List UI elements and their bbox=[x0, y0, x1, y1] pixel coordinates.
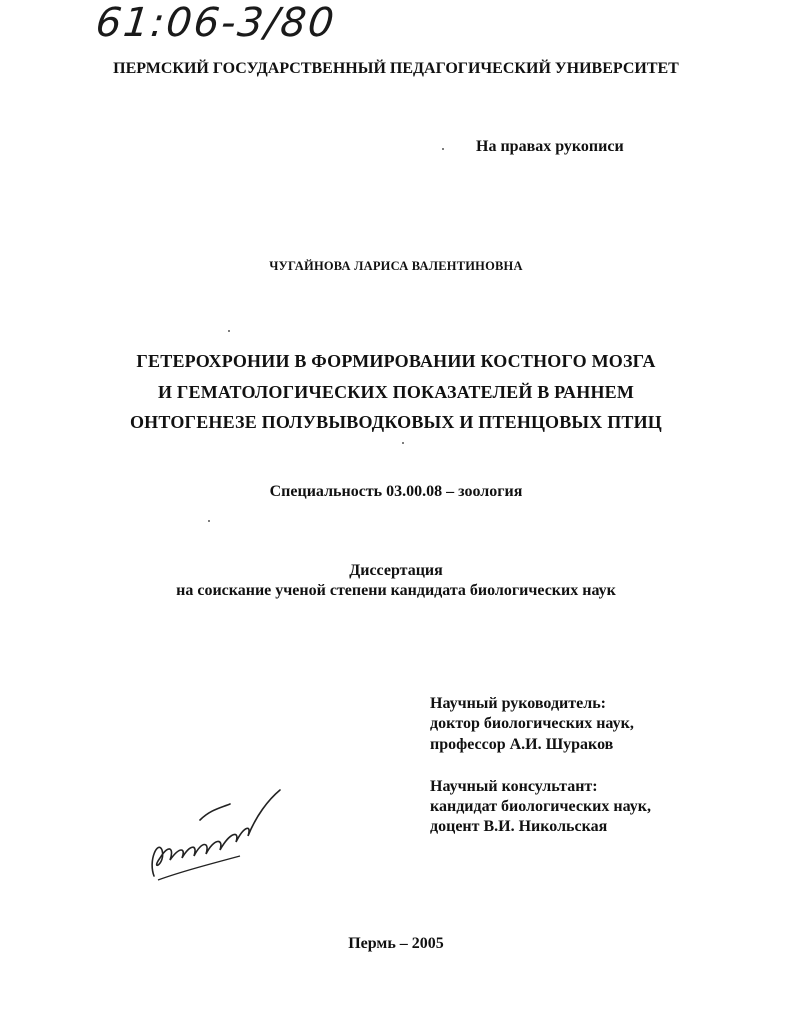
supervisor-role: Научный руководитель: bbox=[430, 695, 606, 712]
author-name: ЧУГАЙНОВА ЛАРИСА ВАЛЕНТИНОВНА bbox=[269, 259, 523, 273]
title-line-1: ГЕТЕРОХРОНИИ В ФОРМИРОВАНИИ КОСТНОГО МОЗГА bbox=[136, 351, 656, 371]
archive-number-handwritten: 61:06-3/80 bbox=[93, 0, 338, 46]
consultant-degree: кандидат биологических наук, bbox=[430, 798, 651, 815]
city-year: Пермь – 2005 bbox=[348, 935, 444, 952]
university-name: ПЕРМСКИЙ ГОСУДАРСТВЕННЫЙ ПЕДАГОГИЧЕСКИЙ УНИВЕРСИТЕТ bbox=[113, 60, 679, 77]
consultant-name: доцент В.И. Никольская bbox=[430, 818, 608, 835]
title-line-3: ОНТОГЕНЕЗЕ ПОЛУВЫВОДКОВЫХ И ПТЕНЦОВЫХ ПТИЦ bbox=[129, 412, 663, 432]
scan-speck bbox=[208, 520, 210, 522]
handwritten-signature bbox=[140, 780, 300, 890]
manuscript-rights-note: На правах рукописи bbox=[476, 138, 624, 155]
scan-speck bbox=[228, 330, 230, 332]
supervisor-name: профессор А.И. Шураков bbox=[430, 736, 614, 753]
scan-speck bbox=[442, 148, 444, 150]
dissertation-purpose: на соискание ученой степени кандидата биологических наук bbox=[176, 582, 616, 599]
supervisor-degree: доктор биологических наук, bbox=[430, 715, 634, 732]
scan-speck bbox=[402, 442, 404, 444]
title-line-2: И ГЕМАТОЛОГИЧЕСКИХ ПОКАЗАТЕЛЕЙ В РАННЕМ bbox=[157, 382, 635, 402]
specialty: Специальность 03.00.08 – зоология bbox=[269, 483, 523, 500]
dissertation-heading: Диссертация bbox=[349, 562, 443, 579]
consultant-role: Научный консультант: bbox=[430, 778, 598, 795]
